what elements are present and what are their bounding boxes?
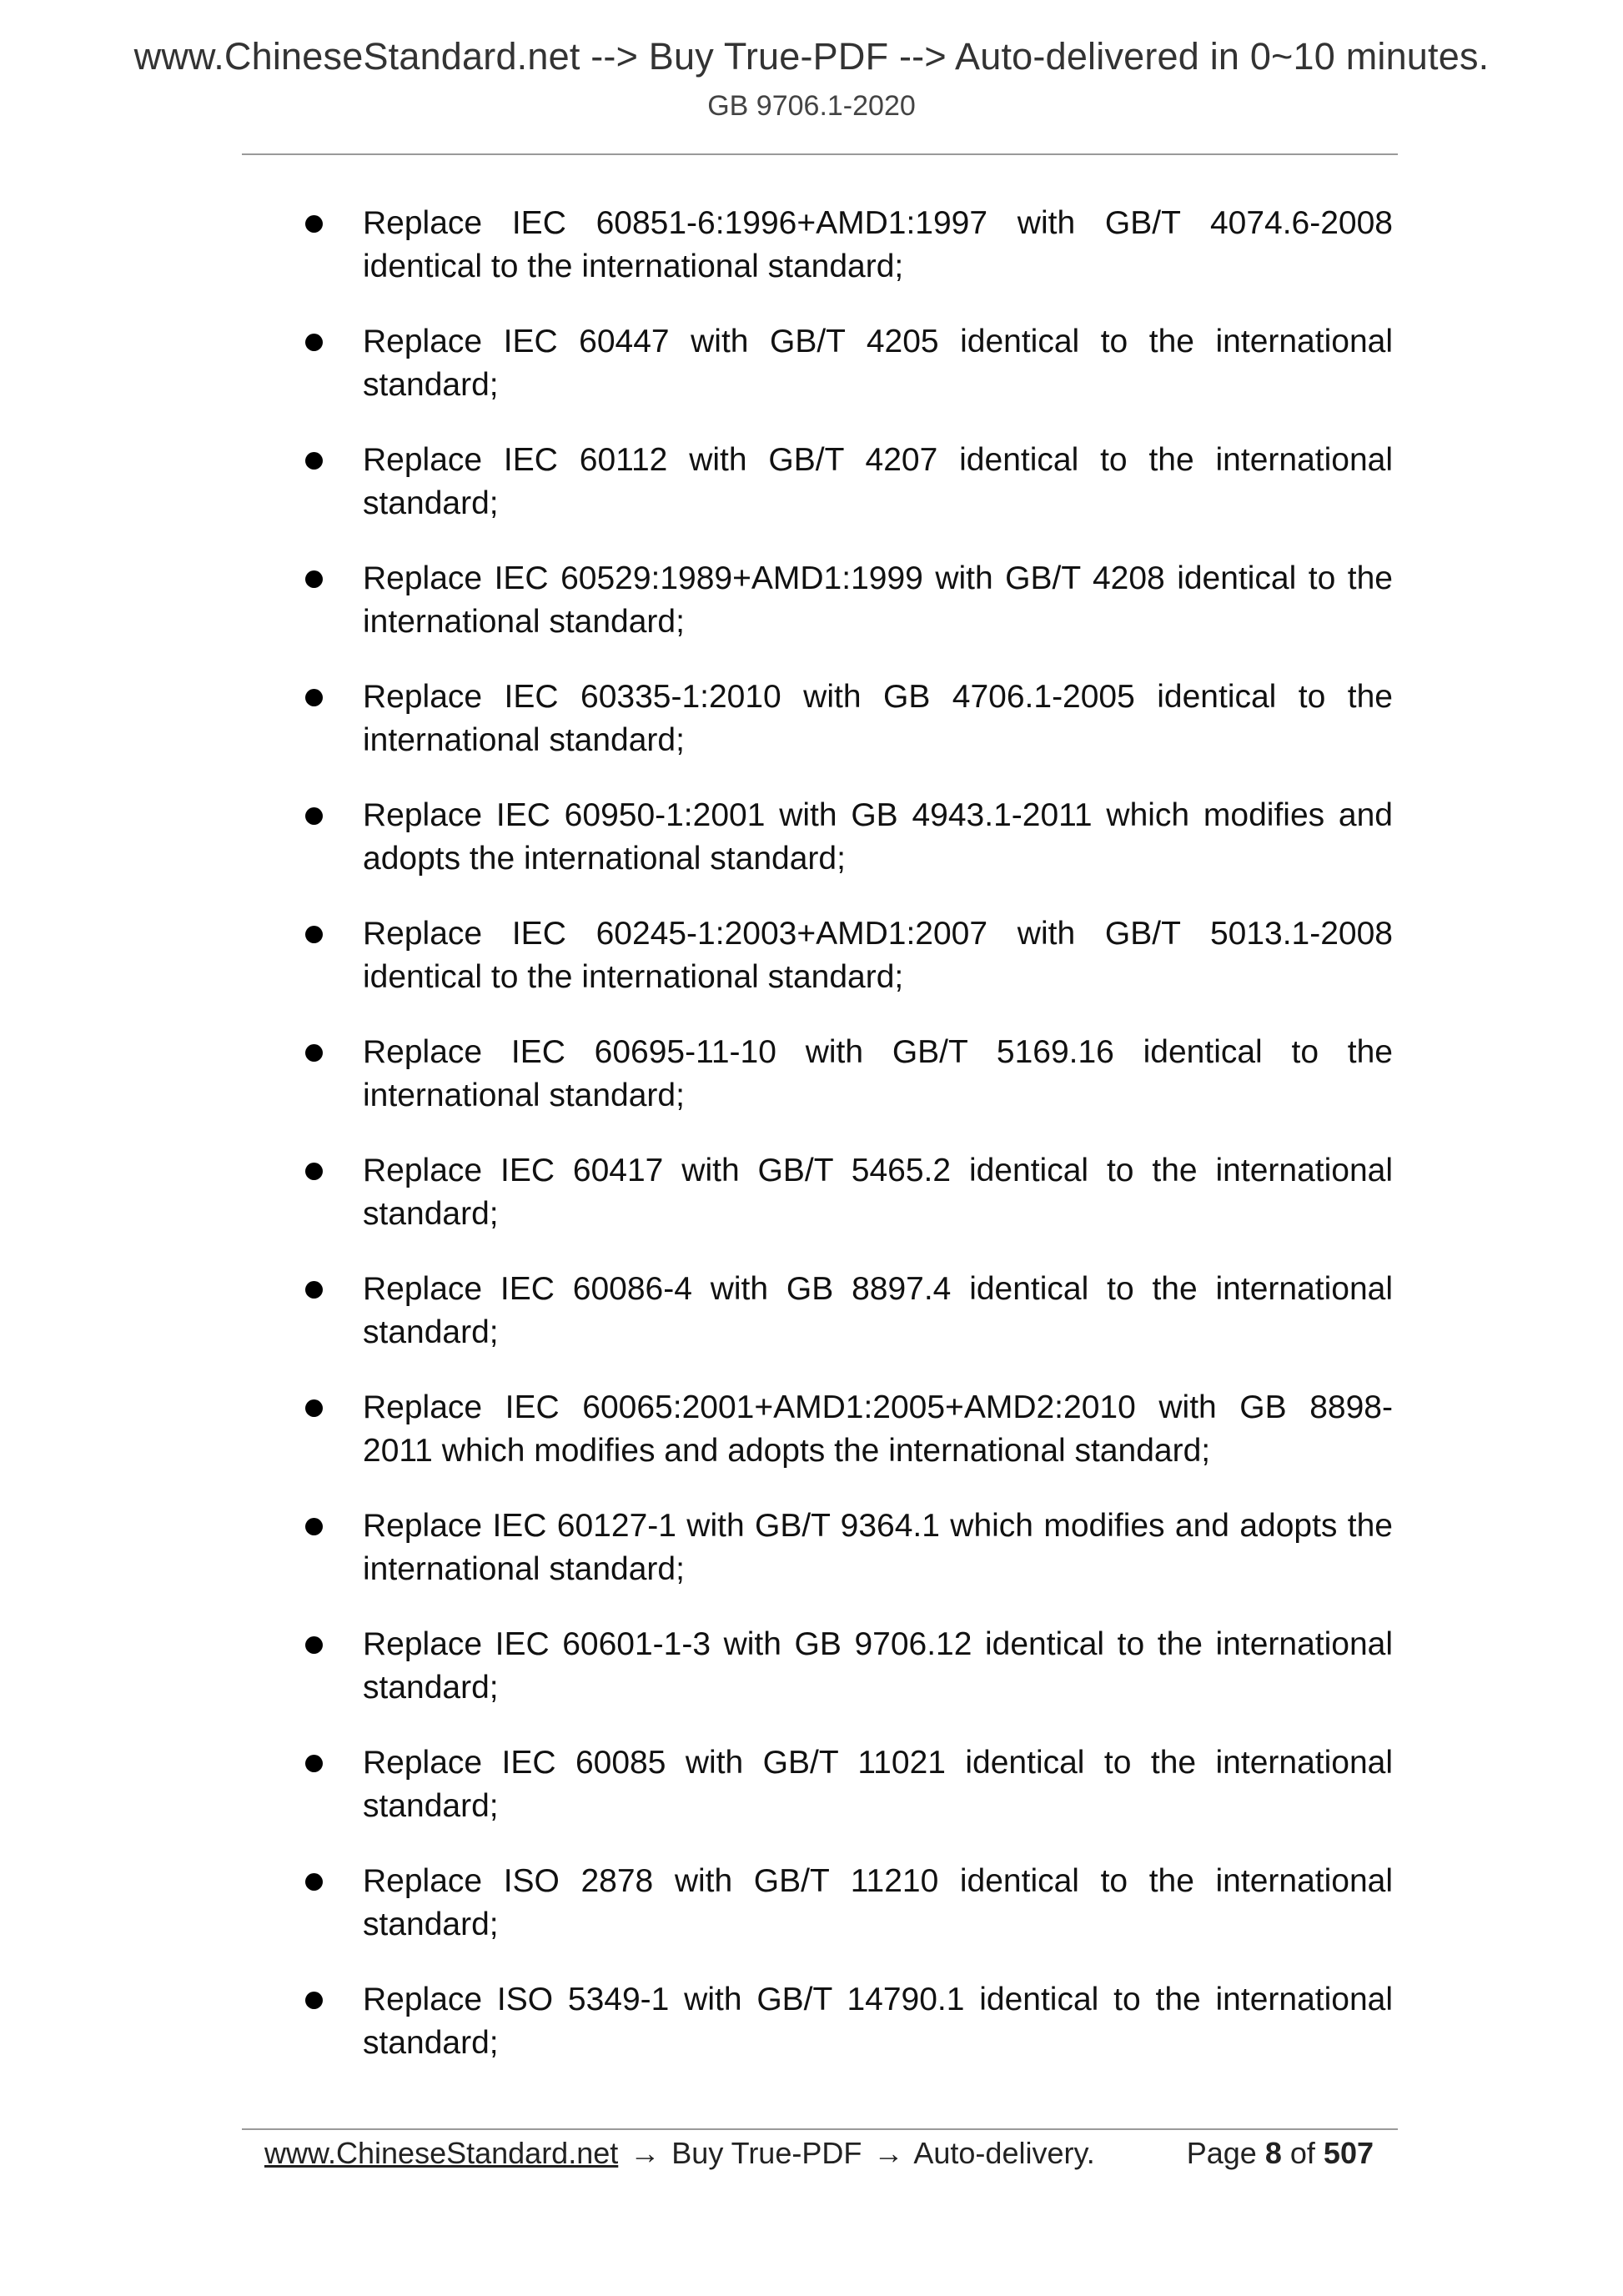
- list-item: [300, 1386, 1393, 1505]
- list-item: [300, 557, 1393, 676]
- bullet-icon: [305, 1163, 323, 1180]
- list-item: [300, 1505, 1393, 1623]
- list-item: [300, 1031, 1393, 1149]
- page-number: 8: [1264, 2136, 1282, 2170]
- list-item-text: Replace IEC 60447 with GB/T 4205 identical to the international standard;: [363, 324, 1393, 403]
- list-item: [300, 1149, 1393, 1268]
- bullet-icon: [305, 334, 323, 351]
- page-indicator: [1187, 2135, 1374, 2172]
- list-item-text: Replace ISO 5349-1 with GB/T 14790.1 identical to the international standard;: [363, 1982, 1393, 2061]
- list-item-text: Replace IEC 60335-1:2010 with GB 4706.1-2005 identical to the international standard;: [363, 679, 1393, 758]
- page-header: [0, 33, 1623, 123]
- list-item-text: Replace IEC 60529:1989+AMD1:1999 with GB/T 4208 identical to the international standard;: [363, 560, 1393, 640]
- standard-number: GB 9706.1-2020: [707, 90, 916, 122]
- bullet-icon: [305, 1992, 323, 2009]
- bullet-icon: [305, 1636, 323, 1654]
- list-item-text: Replace IEC 60851-6:1996+AMD1:1997 with GB/T 4074.6-2008 identical to the international standard;: [363, 205, 1393, 284]
- list-item-text: Replace IEC 60417 with GB/T 5465.2 identical to the international standard;: [363, 1153, 1393, 1232]
- bullet-icon: [305, 215, 323, 233]
- bullet-icon: [305, 689, 323, 706]
- page-footer: [264, 2135, 1374, 2172]
- arrow-right-icon: →: [630, 2136, 661, 2170]
- list-item: [300, 320, 1393, 439]
- of-label: of: [1289, 2136, 1315, 2170]
- footer-site-link[interactable]: www.ChineseStandard.net: [264, 2136, 619, 2170]
- header-banner: www.ChineseStandard.net --> Buy True-PDF --> Auto-delivered in 0~10 minutes.: [133, 35, 1490, 78]
- list-item: [300, 676, 1393, 794]
- list-item-text: Replace IEC 60085 with GB/T 11021 identical to the international standard;: [363, 1745, 1393, 1824]
- replacement-list: [300, 202, 1393, 2097]
- bullet-icon: [305, 1755, 323, 1772]
- list-item-text: Replace IEC 60950-1:2001 with GB 4943.1-2011 which modifies and adopts the international standard;: [363, 797, 1393, 877]
- list-item-text: Replace IEC 60601-1-3 with GB 9706.12 identical to the international standard;: [363, 1626, 1393, 1706]
- list-item: [300, 1860, 1393, 1978]
- bullet-icon: [305, 1518, 323, 1535]
- list-item: [300, 1978, 1393, 2097]
- list-item: [300, 912, 1393, 1031]
- list-item-text: Replace IEC 60065:2001+AMD1:2005+AMD2:2010 with GB 8898-2011 which modifies and adopts the international standard;: [363, 1389, 1393, 1469]
- list-item: [300, 794, 1393, 912]
- list-item: [300, 1268, 1393, 1386]
- arrow-right-icon: →: [873, 2136, 904, 2170]
- list-item: [300, 439, 1393, 557]
- bullet-icon: [305, 452, 323, 470]
- footer-delivery-text: Auto-delivery.: [913, 2136, 1095, 2170]
- page-label: Page: [1186, 2136, 1257, 2170]
- list-item: [300, 202, 1393, 320]
- bullet-icon: [305, 1044, 323, 1062]
- list-item-text: Replace IEC 60127-1 with GB/T 9364.1 which modifies and adopts the international standard;: [363, 1508, 1393, 1587]
- list-item-text: Replace ISO 2878 with GB/T 11210 identical to the international standard;: [363, 1863, 1393, 1942]
- bullet-icon: [305, 1281, 323, 1299]
- footer-divider: [242, 2128, 1398, 2130]
- list-item-text: Replace IEC 60245-1:2003+AMD1:2007 with GB/T 5013.1-2008 identical to the international standard;: [363, 916, 1393, 995]
- bullet-icon: [305, 926, 323, 943]
- header-divider: [242, 153, 1398, 155]
- total-pages: 507: [1323, 2136, 1374, 2170]
- bullet-icon: [305, 1399, 323, 1417]
- bullet-icon: [305, 1873, 323, 1891]
- list-item: [300, 1741, 1393, 1860]
- footer-buy-text: Buy True-PDF: [671, 2136, 862, 2170]
- list-item-text: Replace IEC 60695-11-10 with GB/T 5169.16 identical to the international standard;: [363, 1034, 1393, 1113]
- list-item-text: Replace IEC 60112 with GB/T 4207 identical to the international standard;: [363, 442, 1393, 521]
- bullet-icon: [305, 570, 323, 588]
- bullet-icon: [305, 807, 323, 825]
- list-item-text: Replace IEC 60086-4 with GB 8897.4 identical to the international standard;: [363, 1271, 1393, 1350]
- list-item: [300, 1623, 1393, 1741]
